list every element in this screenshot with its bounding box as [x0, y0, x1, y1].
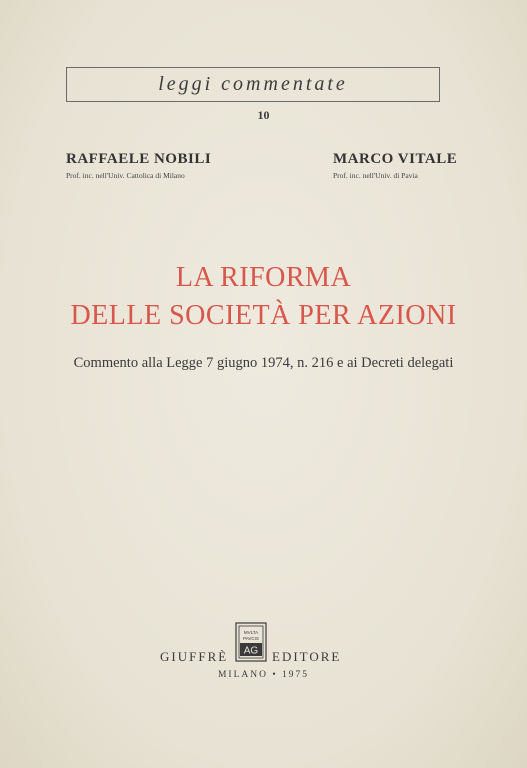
place-and-year: MILANO • 1975 [217, 670, 310, 680]
author-name: MARCO VITALE [333, 151, 458, 167]
author-affiliation: Prof. inc. nell'Univ. Cattolica di Milano [66, 171, 185, 180]
logo-text-bottom: AG [243, 645, 259, 657]
book-title-line-2: DELLE SOCIETÀ PER AZIONI [70, 300, 457, 331]
author-affiliation: Prof. inc. nell'Univ. di Pavia [333, 171, 418, 180]
logo-text-top: MVLTA [243, 630, 259, 635]
publisher-name-right: EDITORE [272, 649, 342, 664]
book-title [0, 259, 527, 335]
series-title: leggi commentate [158, 73, 348, 95]
book-subtitle: Commento alla Legge 7 giugno 1974, n. 216 e ai Decreti delegati [73, 355, 454, 371]
author-name: RAFFAELE NOBILI [66, 151, 212, 167]
author-right [333, 151, 457, 180]
publisher-logo-icon [235, 622, 267, 662]
series-title-box [66, 67, 440, 102]
logo-text-mid: PAVCIS [243, 636, 259, 641]
series-number: 10 [257, 108, 270, 122]
book-title-line-1: LA RIFORMA [175, 262, 352, 293]
publisher-name-left: GIUFFRÈ [160, 649, 229, 664]
publisher-block [0, 622, 527, 672]
author-left [66, 151, 211, 180]
